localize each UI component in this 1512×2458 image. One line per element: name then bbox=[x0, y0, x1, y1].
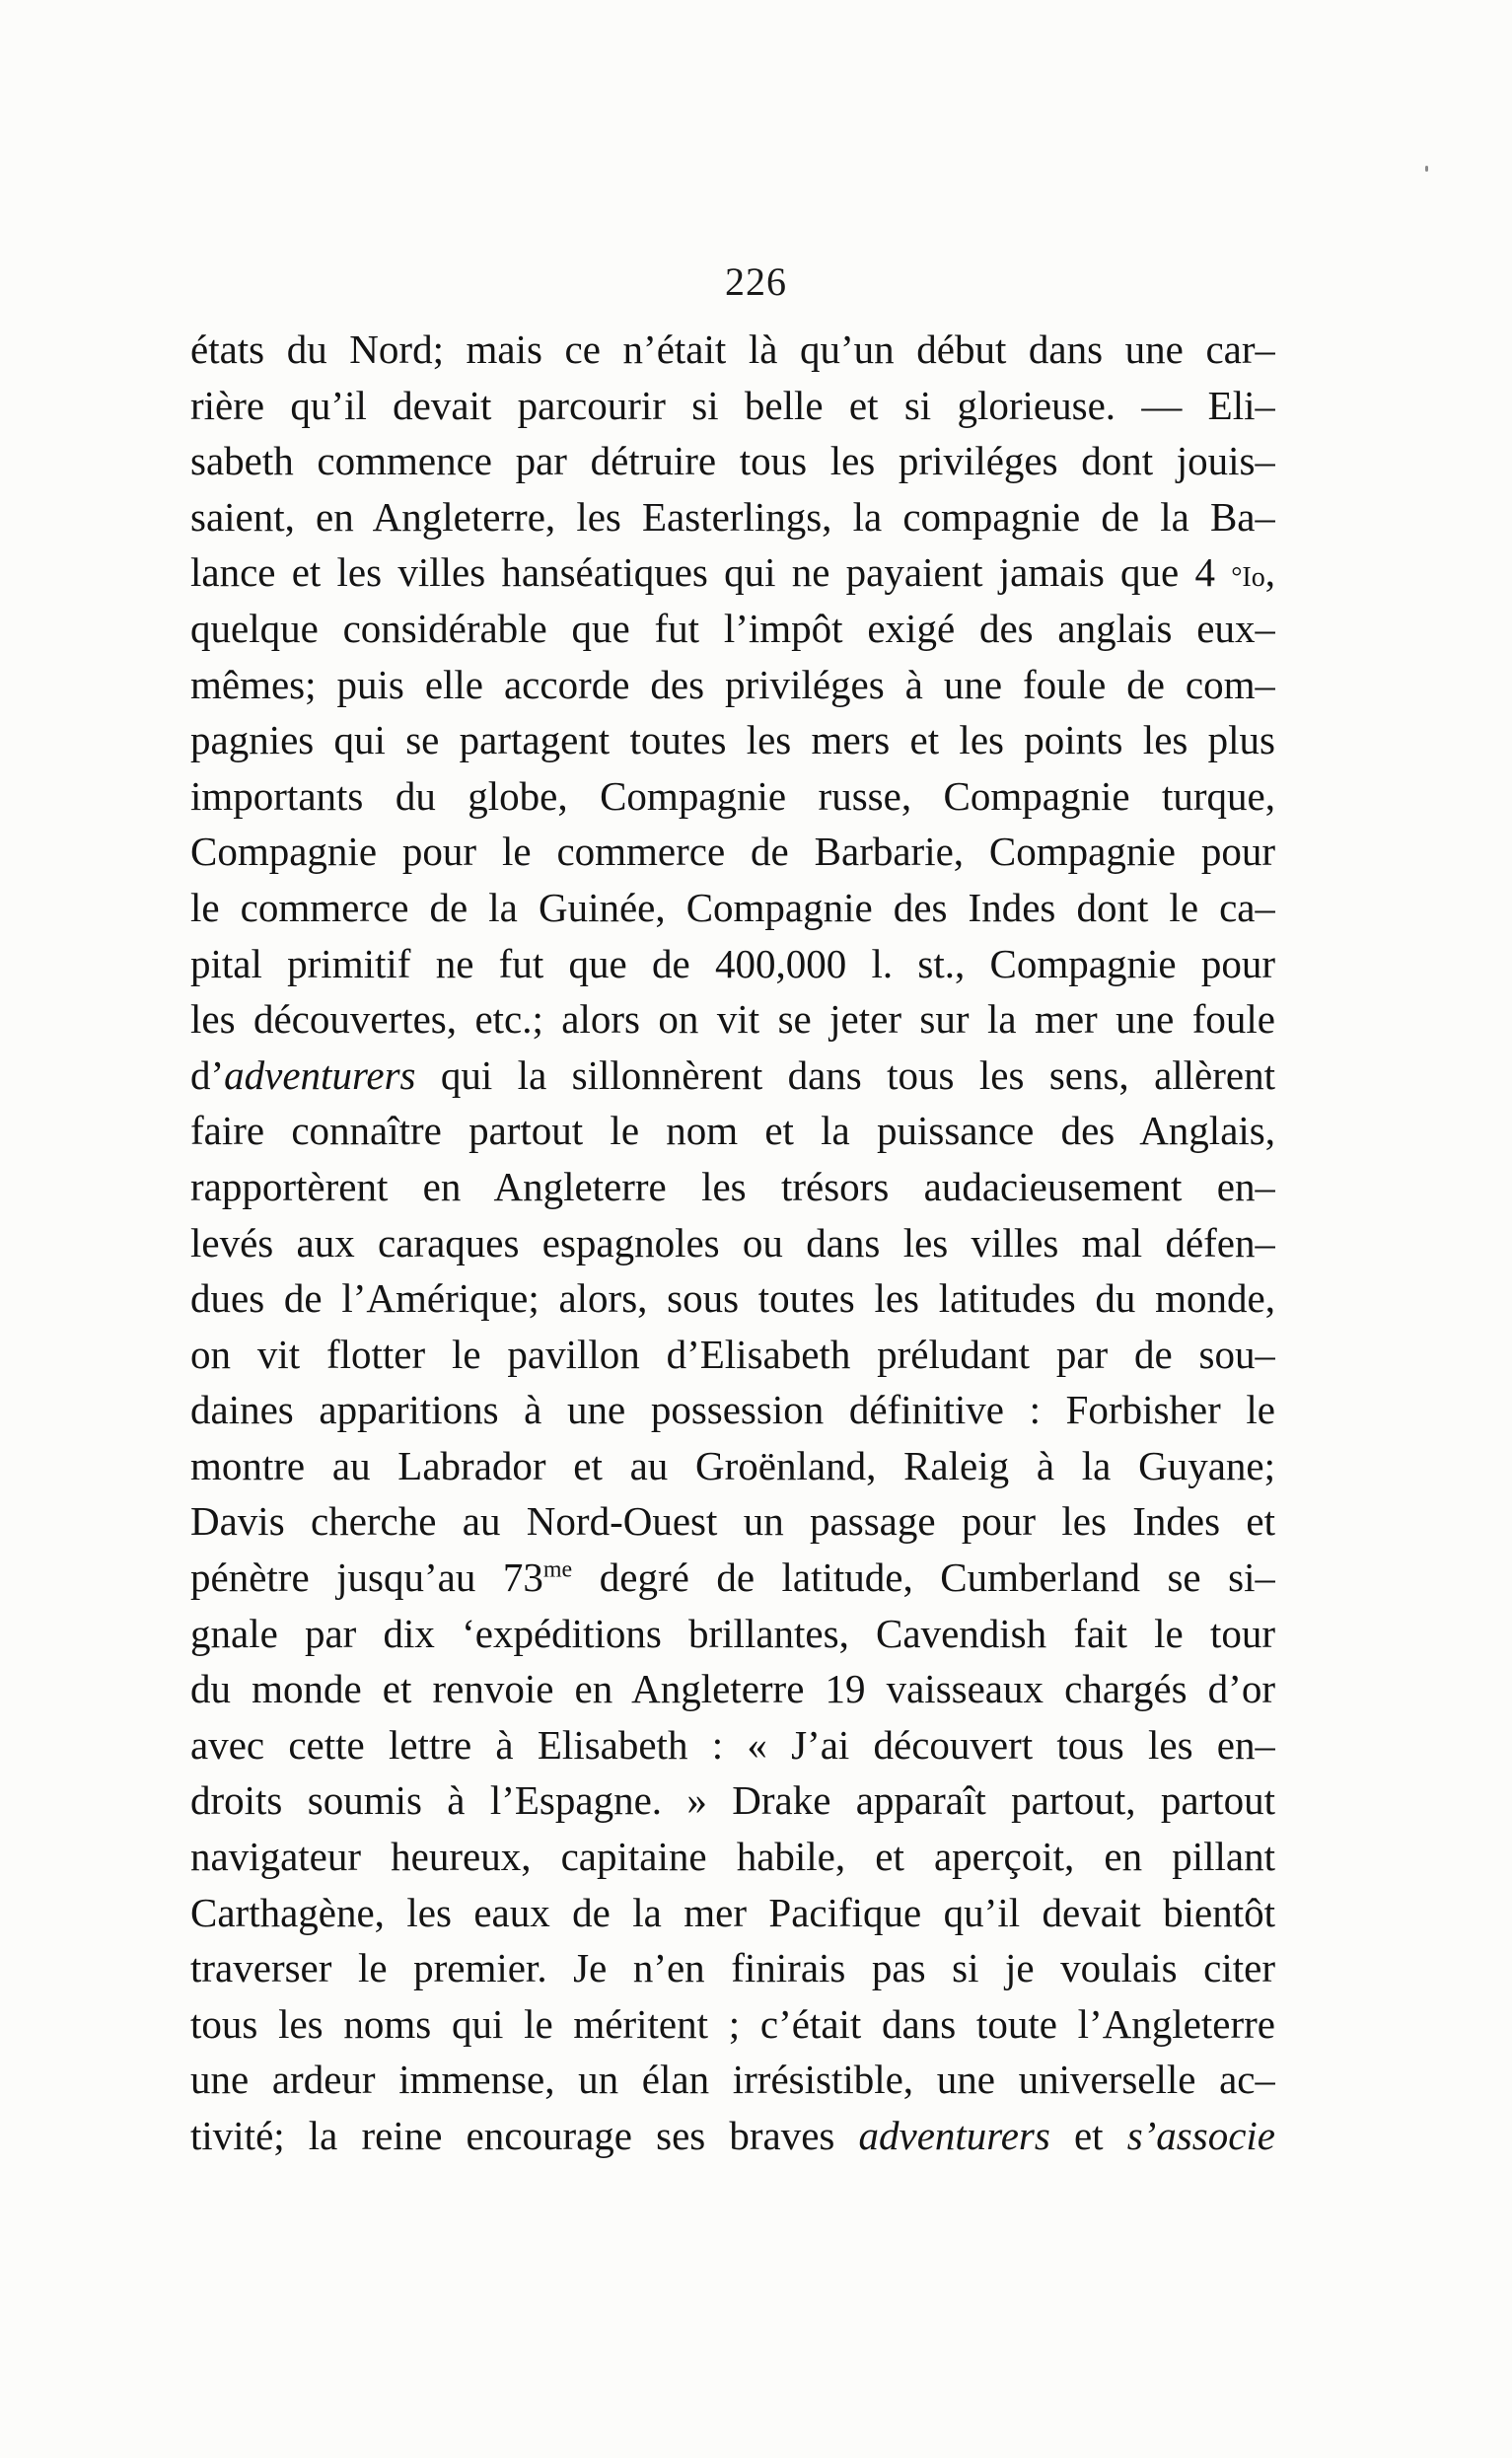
text-segment: s’associe bbox=[1126, 2113, 1275, 2158]
text-segment: me bbox=[542, 1556, 573, 1583]
text-line bbox=[190, 489, 1275, 545]
text-segment: du monde et renvoie en Angleterre 19 vaisseaux chargés d’or bbox=[190, 1666, 1275, 1712]
text-segment: droits soumis à l’Espagne. » Drake apparaît partout, partout bbox=[190, 1777, 1275, 1824]
text-line bbox=[190, 1493, 1275, 1550]
text-line bbox=[190, 1270, 1275, 1327]
text-line bbox=[190, 378, 1275, 434]
text-segment: degré de latitude, Cumberland se si– bbox=[572, 1554, 1275, 1601]
text-line bbox=[190, 1606, 1275, 1662]
text-segment: tous les noms qui le méritent ; c’était dans toute l’Angleterre bbox=[190, 2000, 1275, 2047]
text-segment: Carthagène, les eaux de la mer Pacifique qu’il devait bientôt bbox=[190, 1889, 1275, 1935]
text-segment: rapportèrent en Angleterre les trésors audacieusement en– bbox=[190, 1163, 1275, 1209]
text-line bbox=[190, 1550, 1275, 1606]
text-segment: Compagnie pour le commerce de Barbarie, Compagnie pour bbox=[190, 829, 1275, 875]
text-line bbox=[190, 936, 1275, 992]
text-segment: quelque considérable que fut l’impôt exigé des anglais eux– bbox=[190, 605, 1275, 651]
text-line bbox=[190, 1327, 1275, 1383]
text-line bbox=[190, 768, 1275, 825]
text-line bbox=[190, 1661, 1275, 1717]
text-line bbox=[190, 1159, 1275, 1215]
text-segment: une ardeur immense, un élan irrésistible, une universelle ac– bbox=[190, 2057, 1275, 2103]
text-segment: les découvertes, etc.; alors on vit se jeter sur la mer une foule bbox=[190, 996, 1275, 1043]
text-line bbox=[190, 544, 1275, 601]
text-line bbox=[190, 1996, 1275, 2053]
text-line bbox=[190, 1048, 1275, 1104]
text-line bbox=[190, 1103, 1275, 1159]
page-number: 226 bbox=[725, 259, 787, 304]
text-line bbox=[190, 1829, 1275, 1885]
text-segment: et bbox=[1049, 2113, 1127, 2158]
text-line bbox=[190, 1885, 1275, 1941]
body-text bbox=[190, 322, 1275, 2164]
text-segment: levés aux caraques espagnoles ou dans les villes mal défen– bbox=[190, 1219, 1275, 1265]
text-line bbox=[190, 1717, 1275, 1773]
text-line bbox=[190, 322, 1275, 378]
text-segment: traverser le premier. Je n’en finirais pas si je voulais citer bbox=[190, 1945, 1275, 1991]
text-segment: sabeth commence par détruire tous les priviléges dont jouis– bbox=[190, 438, 1275, 484]
text-segment: rière qu’il devait parcourir si belle et si glorieuse. — Eli– bbox=[190, 382, 1275, 428]
text-segment: faire connaître partout le nom et la puissance des Anglais, bbox=[190, 1108, 1275, 1154]
text-line bbox=[190, 2052, 1275, 2108]
text-line bbox=[190, 1382, 1275, 1438]
text-line bbox=[190, 657, 1275, 713]
text-segment: le commerce de la Guinée, Compagnie des Indes dont le ca– bbox=[190, 884, 1275, 930]
text-segment: daines apparitions à une possession définitive : Forbisher le bbox=[190, 1387, 1275, 1433]
text-segment: adventurers bbox=[858, 2113, 1050, 2158]
text-line bbox=[190, 991, 1275, 1048]
text-segment: qui la sillonnèrent dans tous les sens, allèrent bbox=[415, 1051, 1275, 1098]
text-line bbox=[190, 601, 1275, 657]
text-segment: tivité; la reine encourage ses braves bbox=[190, 2113, 859, 2158]
text-segment: d’ bbox=[190, 1051, 225, 1098]
text-segment: lance et les villes hanséatiques qui ne payaient jamais que 4 bbox=[190, 549, 1232, 596]
text-line bbox=[190, 1438, 1275, 1494]
text-segment: pagnies qui se partagent toutes les mers et les points les plus bbox=[190, 717, 1275, 763]
text-segment: °Io bbox=[1231, 562, 1265, 594]
text-line bbox=[190, 1215, 1275, 1271]
text-line bbox=[190, 824, 1275, 880]
text-segment: avec cette lettre à Elisabeth : « J’ai découvert tous les en– bbox=[190, 1721, 1275, 1768]
text-segment: adventurers bbox=[224, 1051, 416, 1098]
text-segment: saient, en Angleterre, les Easterlings, la compagnie de la Ba– bbox=[190, 493, 1275, 540]
text-segment: états du Nord; mais ce n’était là qu’un début dans une car– bbox=[190, 326, 1275, 372]
text-segment: , bbox=[1264, 549, 1275, 596]
text-segment: navigateur heureux, capitaine habile, et aperçoit, en pillant bbox=[190, 1834, 1275, 1880]
text-segment: pital primitif ne fut que de 400,000 l. st., Compagnie pour bbox=[190, 940, 1275, 986]
text-segment: mêmes; puis elle accorde des priviléges à une foule de com– bbox=[190, 661, 1275, 707]
text-line bbox=[190, 1940, 1275, 1996]
text-line bbox=[190, 2108, 1275, 2164]
paper-speck bbox=[1425, 166, 1428, 172]
text-segment: pénètre jusqu’au 73 bbox=[190, 1554, 543, 1601]
text-segment: montre au Labrador et au Groënland, Raleig à la Guyane; bbox=[190, 1442, 1275, 1488]
text-line bbox=[190, 712, 1275, 768]
text-segment: importants du globe, Compagnie russe, Compagnie turque, bbox=[190, 772, 1275, 819]
text-line bbox=[190, 1772, 1275, 1829]
text-segment: dues de l’Amérique; alors, sous toutes les latitudes du monde, bbox=[190, 1275, 1275, 1322]
text-line bbox=[190, 433, 1275, 489]
text-segment: gnale par dix ‘expéditions brillantes, Cavendish fait le tour bbox=[190, 1610, 1275, 1656]
text-segment: Davis cherche au Nord-Ouest un passage pour les Indes et bbox=[190, 1498, 1275, 1545]
text-segment: on vit flotter le pavillon d’Elisabeth préludant par de sou– bbox=[190, 1331, 1275, 1377]
text-line bbox=[190, 880, 1275, 936]
